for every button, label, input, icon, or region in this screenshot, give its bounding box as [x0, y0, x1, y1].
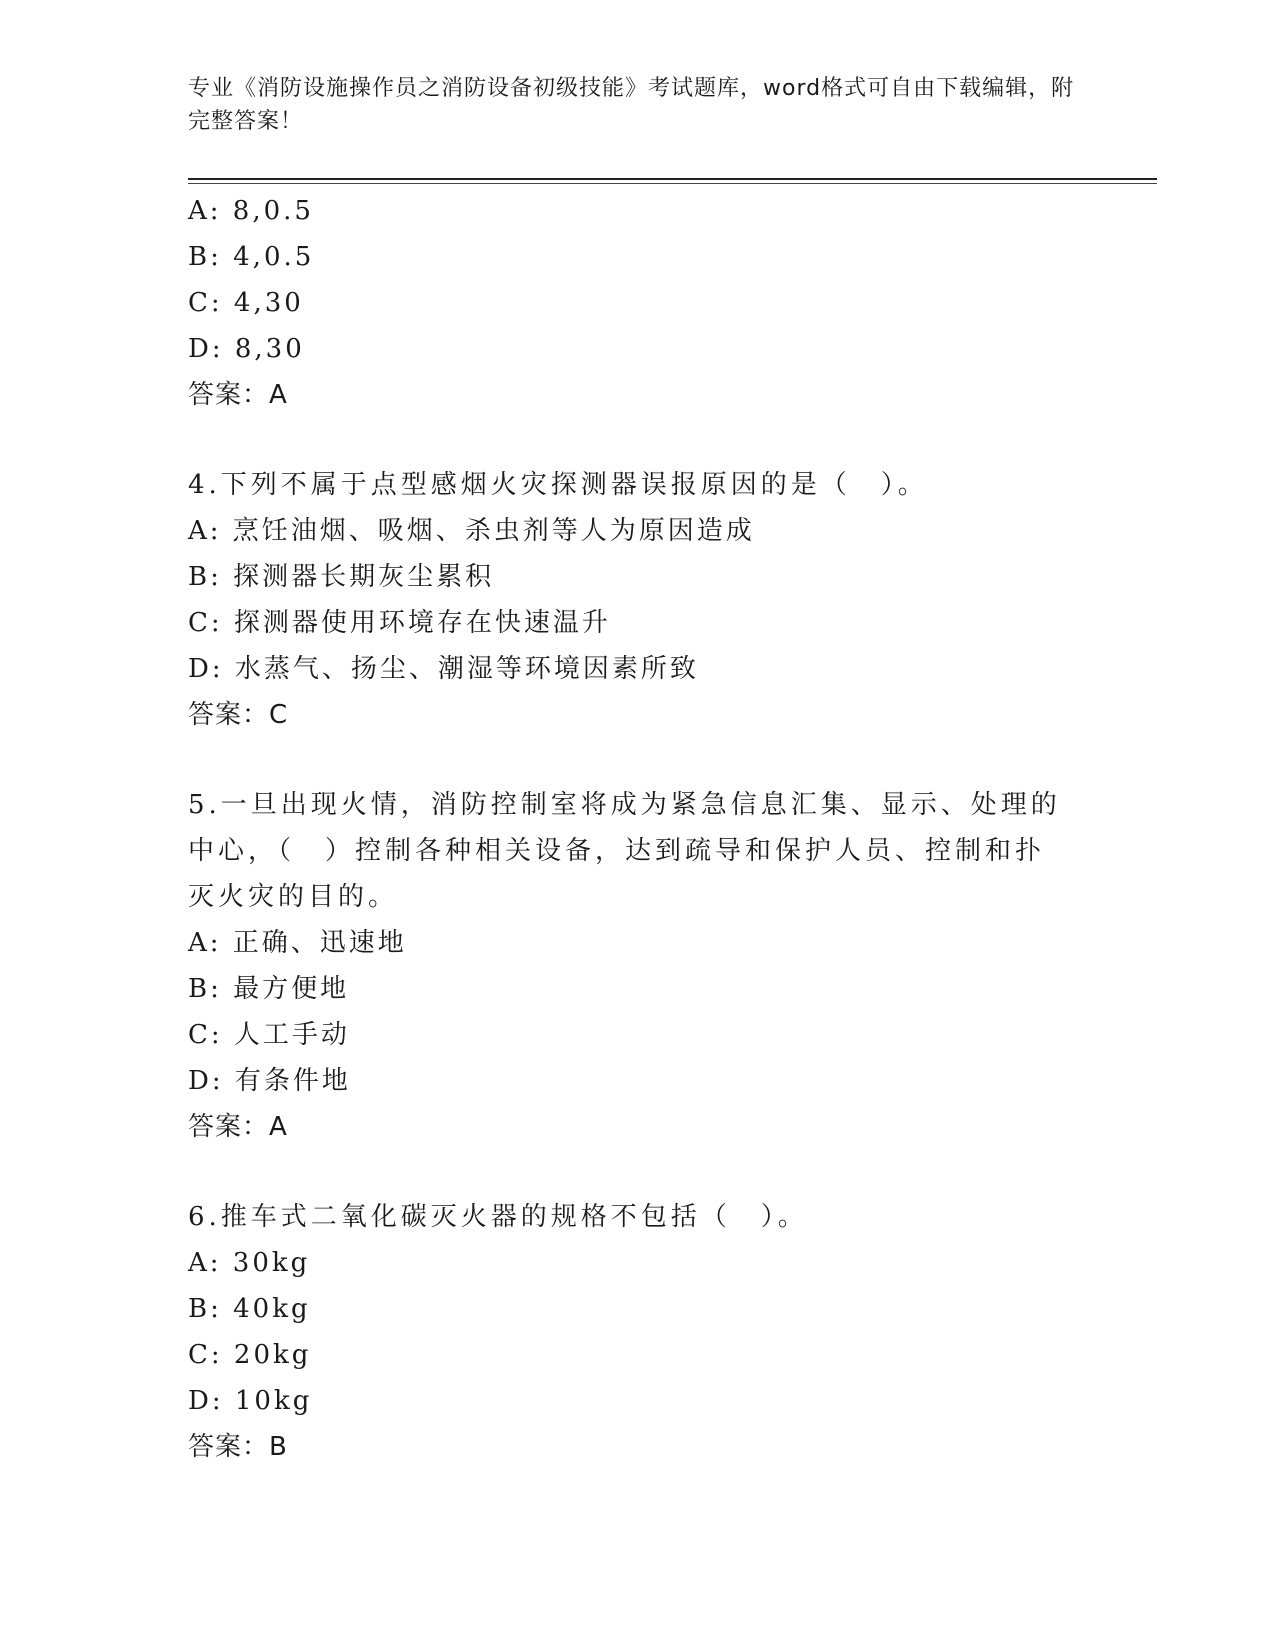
question-stem: 4.下列不属于点型感烟火灾探测器误报原因的是（ ）。: [188, 470, 928, 500]
answer-line: 答案：A: [188, 1112, 288, 1142]
option-a: A: 正确、迅速地: [188, 928, 407, 958]
question-stem: 6.推车式二氧化碳灭火器的规格不包括（ ）。: [188, 1202, 808, 1232]
option-d: D: 水蒸气、扬尘、潮湿等环境因素所致: [188, 654, 699, 684]
option-c: C: 探测器使用环境存在快速温升: [188, 608, 611, 638]
spacer: [188, 418, 1088, 462]
option-a: A: 烹饪油烟、吸烟、杀虫剂等人为原因造成: [188, 516, 755, 546]
option-a: A: 8,0.5: [188, 196, 314, 226]
answer-line: 答案：C: [188, 700, 289, 730]
spacer: [188, 738, 1088, 782]
option-c: C: 20kg: [188, 1340, 312, 1370]
option-d: D: 10kg: [188, 1386, 313, 1416]
question-block-3: [188, 188, 1088, 418]
option-a: A: 30kg: [188, 1248, 311, 1278]
header-divider-thick: [188, 178, 1157, 180]
option-b: B: 最方便地: [188, 974, 350, 1004]
option-c: C: 4,30: [188, 288, 304, 318]
question-block-4: [188, 462, 1088, 738]
answer-line: 答案：A: [188, 380, 288, 410]
question-list: [188, 188, 1088, 1470]
header-divider-thin: [188, 183, 1157, 184]
answer-line: 答案：B: [188, 1432, 288, 1462]
spacer: [188, 1150, 1088, 1194]
question-stem: 5.一旦出现火情，消防控制室将成为紧急信息汇集、显示、处理的中心，（ ）控制各种相关设备，达到疏导和保护人员、控制和扑灭火灾的目的。: [188, 790, 1061, 912]
document-intro: 专业《消防设施操作员之消防设备初级技能》考试题库，word格式可自由下载编辑，附完整答案！: [188, 76, 1075, 134]
option-b: B: 探测器长期灰尘累积: [188, 562, 495, 592]
question-block-5: [188, 782, 1088, 1150]
option-c: C: 人工手动: [188, 1020, 350, 1050]
question-block-6: [188, 1194, 1088, 1470]
option-d: D: 8,30: [188, 334, 305, 364]
option-d: D: 有条件地: [188, 1066, 351, 1096]
option-b: B: 4,0.5: [188, 242, 315, 272]
option-b: B: 40kg: [188, 1294, 311, 1324]
